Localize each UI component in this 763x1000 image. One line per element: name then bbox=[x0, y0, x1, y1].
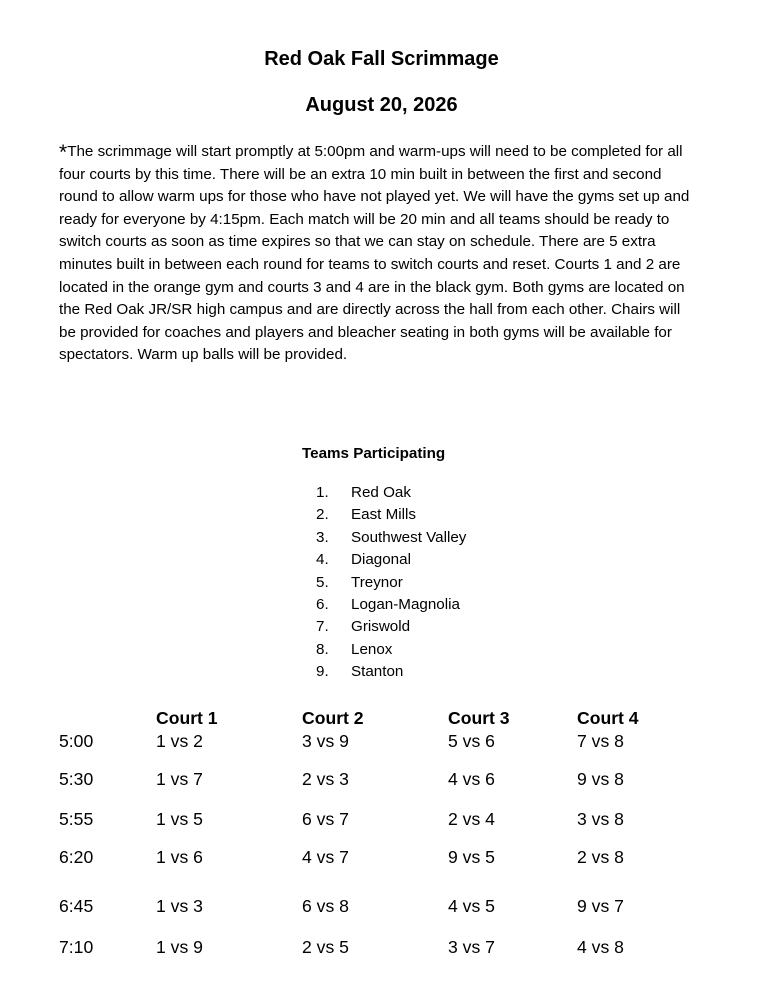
match-court-3: 2 vs 4 bbox=[448, 809, 495, 829]
intro-asterisk: * bbox=[59, 141, 68, 164]
court-header-2: Court 2 bbox=[302, 708, 364, 728]
court-header-1: Court 1 bbox=[156, 708, 218, 728]
team-number: 4. bbox=[316, 551, 329, 569]
match-court-2: 2 vs 5 bbox=[302, 937, 349, 957]
team-name: East Mills bbox=[351, 506, 416, 524]
team-number: 6. bbox=[316, 595, 329, 613]
match-court-2: 2 vs 3 bbox=[302, 769, 349, 789]
team-number: 3. bbox=[316, 528, 329, 546]
schedule-time: 5:55 bbox=[59, 809, 94, 829]
schedule-time: 6:45 bbox=[59, 896, 94, 916]
match-court-2: 4 vs 7 bbox=[302, 847, 349, 867]
team-name: Lenox bbox=[351, 640, 393, 658]
team-name: Griswold bbox=[351, 618, 411, 636]
match-court-1: 1 vs 2 bbox=[156, 731, 203, 751]
match-court-1: 1 vs 7 bbox=[156, 769, 203, 789]
court-header-3: Court 3 bbox=[448, 708, 510, 728]
match-court-2: 6 vs 7 bbox=[302, 809, 349, 829]
match-court-1: 1 vs 5 bbox=[156, 809, 203, 829]
match-court-2: 6 vs 8 bbox=[302, 896, 349, 916]
team-name: Red Oak bbox=[351, 484, 411, 501]
team-number: 2. bbox=[316, 506, 329, 524]
match-court-4: 9 vs 7 bbox=[577, 896, 624, 916]
match-court-4: 7 vs 8 bbox=[577, 731, 624, 751]
team-name: Stanton bbox=[351, 663, 404, 681]
match-court-4: 2 vs 8 bbox=[577, 847, 624, 867]
match-court-1: 1 vs 6 bbox=[156, 847, 203, 867]
intro-text: The scrimmage will start promptly at 5:00pm and warm-ups will need to be completed for all four courts by this time. There will be an extra 10 min built in between the first and second round to allow warm ups for those who have not played yet. We will have the gyms set up and ready for everyone by 4:15pm. Each match will be 20 min and all teams should be ready to switch courts as soon as time expires so that we can stay on schedule. There are 5 extra minutes built in between each round for teams to switch courts and reset. Courts 1 and 2 are located in the orange gym and courts 3 and 4 are in the black gym. Both gyms are located on the Red Oak JR/SR high campus and are directly across the hall from each other. Chairs will be provided for coaches and players and bleacher seating in both gyms will be available for spectators. Warm up balls will be provided. bbox=[59, 143, 690, 364]
schedule-time: 5:30 bbox=[59, 769, 94, 789]
team-name: Treynor bbox=[351, 573, 403, 591]
document-title: Red Oak Fall Scrimmage bbox=[264, 48, 499, 70]
match-court-3: 3 vs 7 bbox=[448, 937, 495, 957]
team-number: 8. bbox=[316, 640, 329, 658]
team-number: 7. bbox=[316, 618, 329, 636]
match-court-4: 3 vs 8 bbox=[577, 809, 624, 829]
event-date: August 20, 2026 bbox=[305, 94, 458, 116]
schedule-time: 7:10 bbox=[59, 937, 94, 957]
match-court-3: 9 vs 5 bbox=[448, 847, 495, 867]
match-court-4: 9 vs 8 bbox=[577, 769, 624, 789]
schedule-time: 6:20 bbox=[59, 847, 94, 867]
match-court-3: 4 vs 6 bbox=[448, 769, 495, 789]
team-number: 9. bbox=[316, 663, 329, 681]
team-name: Logan-Magnolia bbox=[351, 595, 460, 613]
court-header-4: Court 4 bbox=[577, 708, 639, 728]
match-court-3: 5 vs 6 bbox=[448, 731, 495, 751]
team-name: Southwest Valley bbox=[351, 528, 467, 546]
match-court-4: 4 vs 8 bbox=[577, 937, 624, 957]
team-number: 1. bbox=[316, 484, 329, 501]
match-court-3: 4 vs 5 bbox=[448, 896, 495, 916]
match-court-2: 3 vs 9 bbox=[302, 731, 349, 751]
team-name: Diagonal bbox=[351, 551, 411, 569]
match-court-1: 1 vs 3 bbox=[156, 896, 203, 916]
schedule-time: 5:00 bbox=[59, 731, 94, 751]
teams-heading: Teams Participating bbox=[302, 445, 446, 462]
match-court-1: 1 vs 9 bbox=[156, 937, 203, 957]
team-number: 5. bbox=[316, 573, 329, 591]
